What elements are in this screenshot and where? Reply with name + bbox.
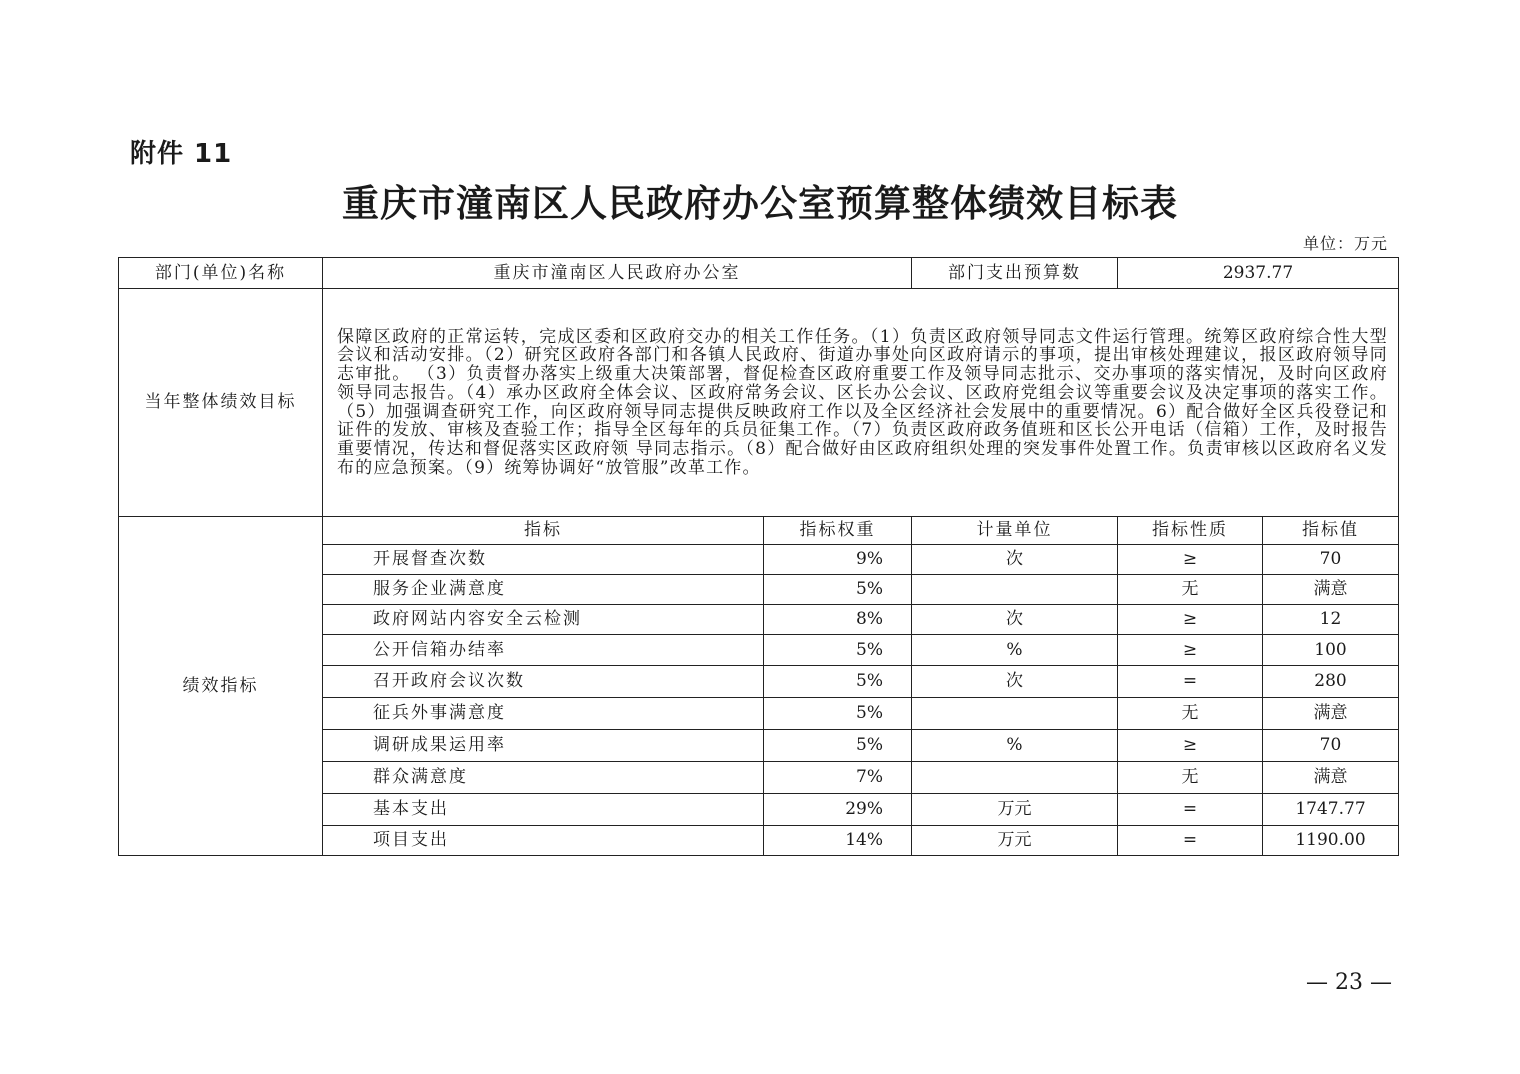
indicator-weight: 5% [764, 698, 912, 730]
indicator-unit: 次 [912, 545, 1118, 575]
indicator-unit: % [912, 730, 1118, 762]
indicator-weight: 8% [764, 605, 912, 635]
indicator-weight: 9% [764, 545, 912, 575]
indicator-value: 满意 [1263, 762, 1399, 794]
indicator-name: 征兵外事满意度 [323, 698, 764, 730]
indicator-name: 项目支出 [323, 826, 764, 856]
goal-row [119, 289, 1399, 517]
page-number: — 23 — [1306, 970, 1392, 995]
indicator-value: 70 [1263, 730, 1399, 762]
indicator-weight: 14% [764, 826, 912, 856]
col-header-value: 指标值 [1263, 517, 1399, 545]
indicator-name: 调研成果运用率 [323, 730, 764, 762]
indicator-name: 政府网站内容安全云检测 [323, 605, 764, 635]
indicator-value: 100 [1263, 635, 1399, 666]
indicator-nature: 无 [1118, 762, 1263, 794]
indicator-nature: 无 [1118, 698, 1263, 730]
indicator-unit: 万元 [912, 794, 1118, 826]
indicator-weight: 5% [764, 635, 912, 666]
indicator-unit [912, 575, 1118, 605]
indicator-name: 基本支出 [323, 794, 764, 826]
attachment-label: 附件 11 [130, 139, 233, 169]
indicator-nature: = [1118, 826, 1263, 856]
col-header-indicator: 指标 [323, 517, 764, 545]
col-header-nature: 指标性质 [1118, 517, 1263, 545]
indicator-unit: % [912, 635, 1118, 666]
indicator-nature: 无 [1118, 575, 1263, 605]
goal-label: 当年整体绩效目标 [119, 289, 323, 517]
indicator-weight: 5% [764, 575, 912, 605]
indicator-unit: 次 [912, 605, 1118, 635]
document-title: 重庆市潼南区人民政府办公室预算整体绩效目标表 [342, 181, 1178, 225]
indicator-weight: 29% [764, 794, 912, 826]
indicator-value: 280 [1263, 666, 1399, 698]
indicator-nature: ≥ [1118, 545, 1263, 575]
indicators-label: 绩效指标 [119, 517, 323, 856]
indicator-nature: ≥ [1118, 730, 1263, 762]
indicator-nature: ≥ [1118, 605, 1263, 635]
indicator-value: 1747.77 [1263, 794, 1399, 826]
dept-label: 部门(单位)名称 [119, 258, 323, 289]
indicator-unit [912, 698, 1118, 730]
indicator-name: 服务企业满意度 [323, 575, 764, 605]
indicator-unit: 万元 [912, 826, 1118, 856]
budget-label: 部门支出预算数 [912, 258, 1118, 289]
indicator-value: 满意 [1263, 698, 1399, 730]
budget-value: 2937.77 [1118, 258, 1399, 289]
indicator-weight: 5% [764, 730, 912, 762]
dept-row [119, 258, 1399, 289]
indicator-nature: = [1118, 666, 1263, 698]
indicator-weight: 7% [764, 762, 912, 794]
indicator-nature: ≥ [1118, 635, 1263, 666]
goal-text: 保障区政府的正常运转，完成区委和区政府交办的相关工作任务。（1）负责区政府领导同志文件运行管理。统筹区政府综合性大型会议和活动安排。（2）研究区政府各部门和各镇人民政府、街道办事处向区政府请示的事项，提出审核处理建议，报区政府领导同志审批。 （3）负责督办落实上级重大决策部署，督促检查区政府重要工作及领导同志批示、交办事项的落实情况，及时向区政府领导同志报告。（4）承办区政府全体会议、区政府常务会议、区长办公会议、区政府党组会议等重要会议及决定事项的落实工作。（5）加强调查研究工作，向区政府领导同志提供反映政府工作以及全区经济社会发展中的重要情况。6）配合做好全区兵役登记和证件的发放、审核及查验工作；指导全区每年的兵员征集工作。（7）负责区政府政务值班和区长公开电话（信箱）工作，及时报告重要情况，传达和督促落实区政府领 导同志指示。（8）配合做好由区政府组织处理的突发事件处置工作。负责审核以区政府名义发布的应急预案。（9）统筹协调好“放管服”改革工作。 [323, 289, 1399, 517]
unit-note: 单位：万元 [1302, 234, 1388, 253]
indicator-header-row [119, 517, 1399, 545]
indicator-value: 1190.00 [1263, 826, 1399, 856]
indicator-name: 群众满意度 [323, 762, 764, 794]
indicator-weight: 5% [764, 666, 912, 698]
indicator-value: 70 [1263, 545, 1399, 575]
indicator-unit: 次 [912, 666, 1118, 698]
indicator-name: 召开政府会议次数 [323, 666, 764, 698]
indicator-unit [912, 762, 1118, 794]
indicator-value: 12 [1263, 605, 1399, 635]
col-header-weight: 指标权重 [764, 517, 912, 545]
indicator-name: 公开信箱办结率 [323, 635, 764, 666]
performance-target-table [118, 257, 1399, 856]
indicator-value: 满意 [1263, 575, 1399, 605]
indicator-name: 开展督查次数 [323, 545, 764, 575]
dept-name: 重庆市潼南区人民政府办公室 [323, 258, 912, 289]
indicator-nature: = [1118, 794, 1263, 826]
col-header-unit: 计量单位 [912, 517, 1118, 545]
